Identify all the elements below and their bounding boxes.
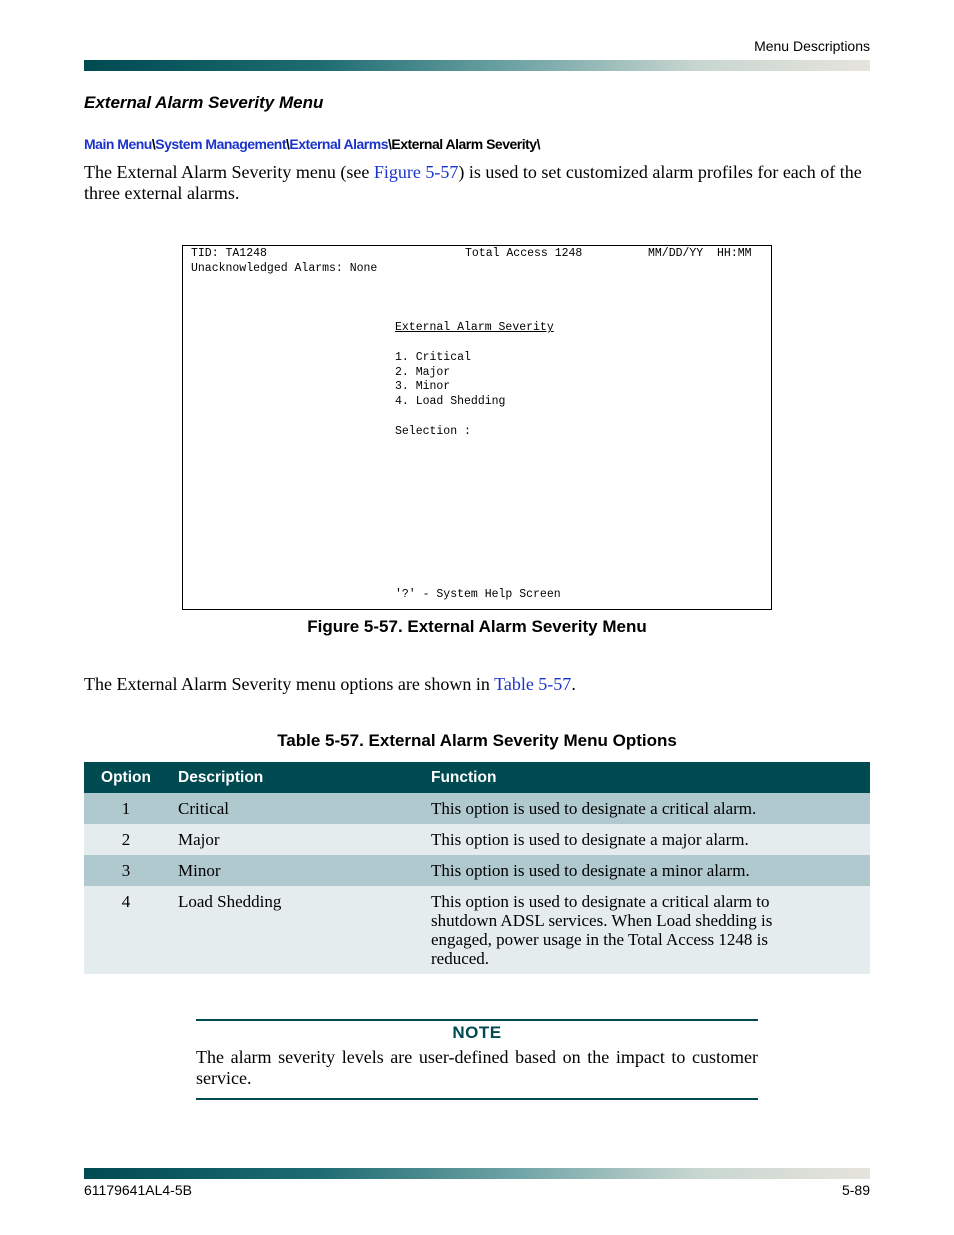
table-row — [84, 886, 870, 974]
cell-option: 4 — [84, 886, 168, 974]
breadcrumb-external-alarms[interactable]: External Alarms — [289, 136, 388, 152]
page-number: 5-89 — [841, 1182, 870, 1198]
figure-caption: Figure 5-57. External Alarm Severity Menu — [307, 617, 647, 636]
breadcrumb-current: External Alarm Severity — [391, 136, 537, 152]
terminal-selection-prompt[interactable]: Selection : — [395, 425, 471, 438]
breadcrumb-separator: \ — [286, 136, 290, 152]
terminal-system-name: Total Access 1248 — [465, 247, 583, 260]
terminal-tid: TID: TA1248 — [191, 247, 267, 260]
cell-option: 2 — [84, 824, 168, 855]
terminal-option[interactable]: 2. Major — [395, 366, 451, 379]
cell-function: This option is used to designate a critical alarm. — [431, 793, 870, 824]
table-row — [84, 793, 870, 824]
terminal-alarms: Unacknowledged Alarms: None — [191, 262, 378, 275]
options-paragraph: The External Alarm Severity menu options are shown in Table 5-57. — [84, 674, 576, 694]
table-caption: Table 5-57. External Alarm Severity Menu Options — [277, 731, 677, 750]
terminal-datetime: MM/DD/YY HH:MM — [648, 247, 752, 260]
figure-link[interactable]: Figure 5-57 — [373, 162, 459, 182]
running-header: Menu Descriptions — [754, 38, 870, 54]
breadcrumb-system-management[interactable]: System Management — [155, 136, 287, 152]
table-link[interactable]: Table 5-57 — [494, 674, 572, 694]
options-table — [84, 762, 870, 974]
cell-function: This option is used to designate a critical alarm to shutdown ADSL services. When Load shedding is engaged, power usage in the Total Access 1248 is reduced. — [431, 886, 870, 974]
header-description: Description — [168, 762, 431, 793]
table-row — [84, 855, 870, 886]
header-option: Option — [84, 762, 168, 793]
terminal-option[interactable]: 1. Critical — [395, 351, 471, 364]
intro-paragraph: The External Alarm Severity menu (see Figure 5-57) is used to set customized alarm profiles for each of the three external alarms. — [84, 162, 862, 203]
footer-rule — [84, 1168, 870, 1179]
terminal-option[interactable]: 4. Load Shedding — [395, 395, 506, 408]
note-title: NOTE — [452, 1023, 502, 1042]
terminal-screen — [182, 245, 772, 610]
cell-option: 1 — [84, 793, 168, 824]
cell-description: Minor — [168, 855, 431, 886]
breadcrumb-main-menu[interactable]: Main Menu — [84, 136, 152, 152]
header-rule — [84, 60, 870, 71]
header-function: Function — [431, 762, 870, 793]
cell-description: Major — [168, 824, 431, 855]
table-header-row — [84, 762, 870, 793]
breadcrumb — [84, 136, 540, 152]
breadcrumb-separator: \ — [388, 136, 392, 152]
cell-description: Load Shedding — [168, 886, 431, 974]
cell-function: This option is used to designate a minor alarm. — [431, 855, 870, 886]
breadcrumb-separator: \ — [151, 136, 156, 152]
note-text: The alarm severity levels are user-defined based on the impact to customer service. — [196, 1047, 758, 1088]
terminal-option[interactable]: 3. Minor — [395, 380, 451, 393]
cell-description: Critical — [168, 793, 431, 824]
note-box — [196, 1019, 758, 1100]
table-row — [84, 824, 870, 855]
section-title: External Alarm Severity Menu — [84, 93, 324, 112]
terminal-help: '?' - System Help Screen — [395, 588, 561, 601]
breadcrumb-separator: \ — [536, 136, 540, 152]
cell-function: This option is used to designate a major alarm. — [431, 824, 870, 855]
terminal-menu-title: External Alarm Severity — [395, 321, 554, 334]
document-number: 61179641AL4-5B — [84, 1182, 192, 1198]
cell-option: 3 — [84, 855, 168, 886]
